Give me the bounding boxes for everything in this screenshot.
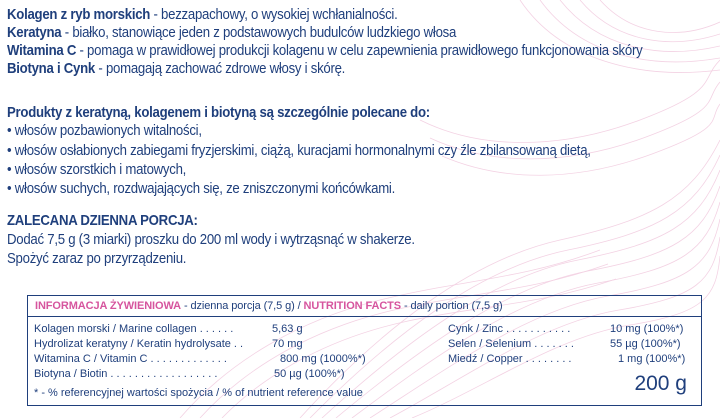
nutrient-value: 70 mg [272, 338, 303, 350]
dosage-line: Dodać 7,5 g (3 miarki) proszku do 200 ml wody i wytrząsnąć w shakerze. [7, 231, 415, 248]
nutrient-row [34, 368, 345, 381]
ingredient-desc: - pomaga w prawidłowej produkcji kolagenu w celu zapewnienia prawidłowego funkcjonowania skóry [76, 42, 643, 59]
ingredient-name: Kolagen z ryb morskich [7, 6, 151, 23]
nutrition-portion-pl: - dzienna porcja (7,5 g) / [181, 300, 304, 312]
ingredient-desc: - pomagają zachować zdrowe włosy i skórę. [95, 60, 346, 77]
nutrient-label: Biotyna / Biotin . . . . . . . . . . . . . . . . . . [34, 368, 218, 380]
net-weight: 200 g [634, 372, 687, 395]
ingredient-name: Biotyna i Cynk [7, 60, 95, 77]
dosage-heading: ZALECANA DZIENNA PORCJA: [7, 212, 198, 229]
nutrient-row [448, 323, 684, 336]
nutrition-portion-en: - daily portion (7,5 g) [401, 300, 503, 312]
recommended-item: • włosów osłabionych zabiegami fryzjerskimi, ciążą, kuracjami hormonalnymi czy źle zbilansowaną dietą, [7, 142, 591, 159]
nutrient-row [448, 353, 686, 366]
nutrient-label: Kolagen morski / Marine collagen . . . . . . [34, 323, 234, 335]
intro-line-collagen [7, 6, 398, 24]
nutrition-title-pl: INFORMACJA ŻYWIENIOWA [35, 300, 181, 312]
nutrient-value: 800 mg (1000%*) [280, 353, 366, 365]
nutrient-label: Cynk / Zinc . . . . . . . . . . . [448, 323, 571, 335]
nutrient-value: 50 µg (100%*) [274, 368, 345, 380]
nutrition-header [35, 300, 503, 312]
nutrient-label: Miedź / Copper . . . . . . . . [448, 353, 572, 365]
intro-line-biotin-zinc [7, 60, 345, 78]
ingredient-name: Witamina C [7, 42, 77, 59]
ingredient-desc: - bezzapachowy, o wysokiej wchłanialności. [150, 6, 398, 23]
nutrition-footnote: * - % referencyjnej wartości spożycia / % of nutrient reference value [34, 387, 363, 399]
nutrient-value: 1 mg (100%*) [618, 353, 686, 365]
ingredient-desc: - białko, stanowiące jeden z podstawowych budulców ludzkiego włosa [61, 24, 457, 41]
nutrient-value: 55 µg (100%*) [610, 338, 681, 350]
nutrition-title-en: NUTRITION FACTS [303, 300, 402, 312]
intro-line-keratin [7, 24, 456, 42]
nutrient-label: Hydrolizat keratyny / Keratin hydrolysate . . [34, 338, 244, 350]
intro-line-vitamin-c [7, 42, 642, 60]
nutrient-value: 10 mg (100%*) [610, 323, 684, 335]
nutrient-row [34, 323, 303, 336]
recommended-heading: Produkty z keratyną, kolagenem i biotyną są szczególnie polecane do: [7, 104, 430, 121]
nutrient-label: Selen / Selenium . . . . . . . [448, 338, 574, 350]
recommended-item: • włosów suchych, rozdwajających się, ze zniszczonymi końcówkami. [7, 180, 396, 197]
nutrition-divider [28, 316, 701, 317]
nutrient-value: 5,63 g [272, 323, 303, 335]
nutrient-row [448, 338, 681, 351]
dosage-line: Spożyć zaraz po przyrządzeniu. [7, 250, 187, 267]
nutrition-facts-box [27, 295, 702, 406]
nutrient-row [34, 338, 303, 351]
nutrient-row [34, 353, 366, 366]
recommended-item: • włosów szorstkich i matowych, [7, 161, 187, 178]
ingredient-name: Keratyna [7, 24, 62, 41]
recommended-item: • włosów pozbawionych witalności, [7, 122, 202, 139]
nutrient-label: Witamina C / Vitamin C . . . . . . . . . . . . . [34, 353, 227, 365]
